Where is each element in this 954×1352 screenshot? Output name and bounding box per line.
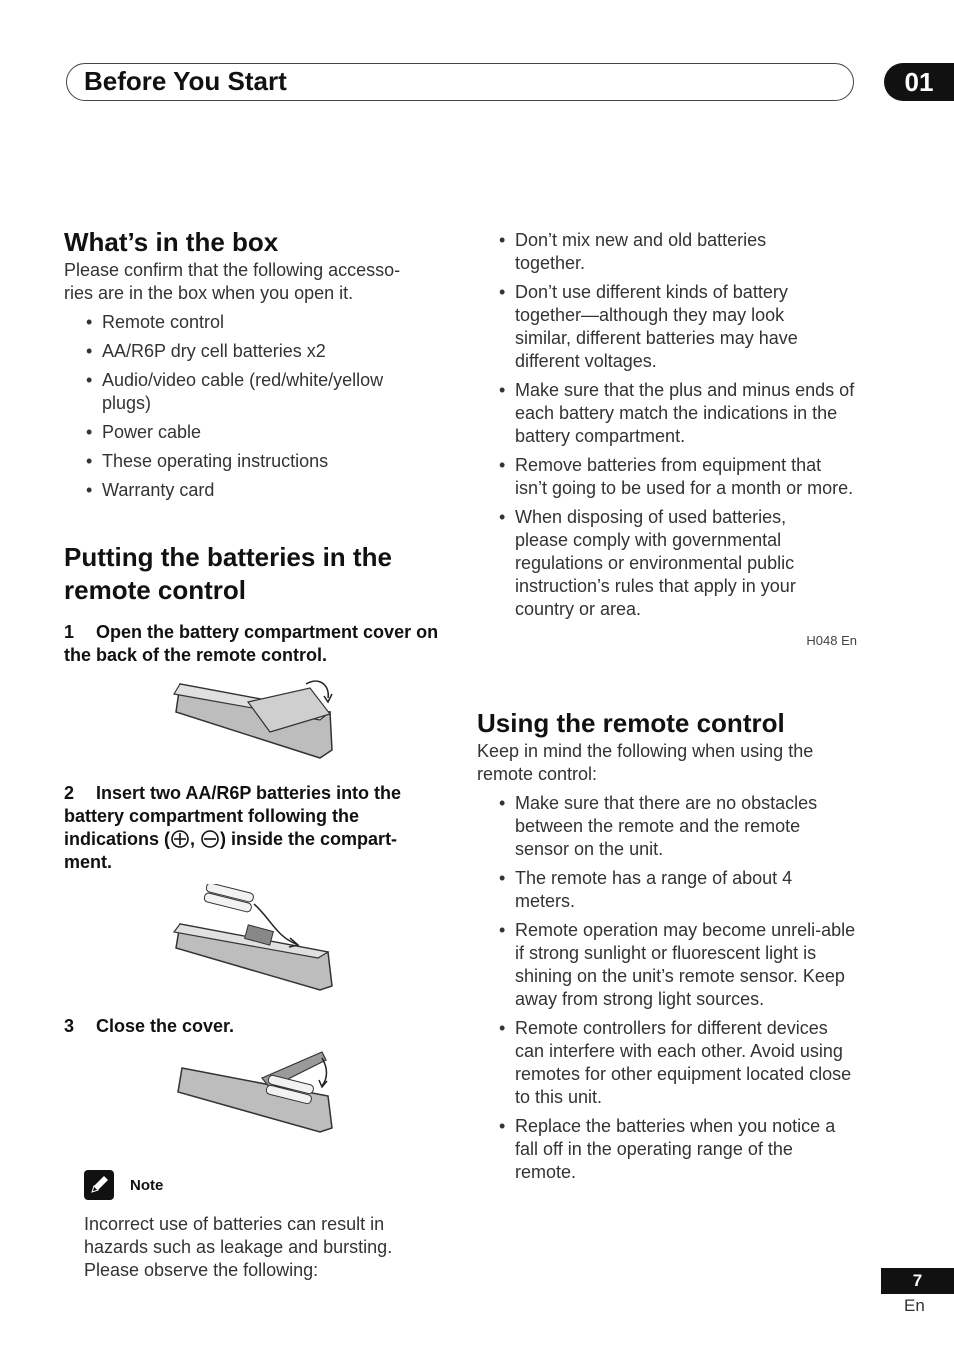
step-2 (64, 782, 442, 874)
list-item: • Audio/video cable (red/white/yellow plugs) (64, 369, 439, 415)
remote-close-cover-illustration (172, 1044, 338, 1136)
chapter-title: Before You Start (84, 66, 287, 96)
pencil-note-icon (84, 1170, 114, 1200)
step-number: 1 (64, 622, 75, 642)
remote-open-cover-illustration (170, 672, 340, 764)
step-number: 2 (64, 783, 75, 803)
minus-symbol-icon (200, 829, 220, 849)
note-items-list (477, 229, 857, 621)
remote-insert-batteries-illustration (170, 884, 340, 992)
list-item: • AA/R6P dry cell batteries x2 (64, 340, 439, 363)
list-item: • Replace the batteries when you notice a fall off in the operating range of the remote. (477, 1115, 857, 1184)
list-item: • Make sure that there are no obstacles between the remote and the remote sensor on the unit. (477, 792, 857, 861)
battery-heading-line1: Putting the batteries in the (64, 542, 392, 572)
list-item: • When disposing of used batteries, please comply with governmental regulations or environmental public instruction’s rules that apply in your country or area. (477, 506, 857, 621)
note-block (84, 1170, 424, 1282)
step-text: Open the battery compartment cover on the back of the remote control. (64, 622, 439, 665)
page-language: En (904, 1296, 925, 1315)
remote-items-list (477, 792, 857, 1184)
remote-intro: Keep in mind the following when using the remote control: (477, 741, 814, 784)
note-label: Note (130, 1176, 164, 1194)
page-number: 7 (881, 1268, 954, 1294)
left-column (64, 226, 439, 508)
step-text-separator: , (190, 829, 201, 849)
box-heading: What’s in the box (64, 227, 279, 257)
step-text-end: ) inside the compart-ment. (64, 829, 398, 872)
step-text: Close the cover. (96, 1016, 235, 1036)
battery-section (64, 541, 444, 607)
note-code: H048 En (806, 633, 857, 648)
list-item: • Remote control (64, 311, 439, 334)
list-item: • Don’t use different kinds of battery together—although they may look similar, different batteries may have different voltages. (477, 281, 857, 373)
list-item: • Don’t mix new and old batteries together. (477, 229, 857, 275)
step-text: Insert two AA/R6P batteries into the battery compartment following the indications ( (64, 783, 402, 849)
right-column-note-list (477, 229, 857, 648)
step-number: 3 (64, 1016, 75, 1036)
remote-heading: Using the remote control (477, 708, 785, 738)
box-items-list (64, 311, 439, 502)
battery-heading-line2: remote control (64, 575, 247, 605)
list-item: • Power cable (64, 421, 439, 444)
box-intro-line2: ries are in the box when you open it. (64, 283, 354, 303)
battery-heading (64, 541, 444, 607)
list-item: • The remote has a range of about 4 meters. (477, 867, 857, 913)
chapter-number: 01 (884, 63, 954, 101)
list-item: • Remove batteries from equipment that isn’t going to be used for a month or more. (477, 454, 857, 500)
list-item: • Remote operation may become unreli-able if strong sunlight or fluorescent light is shining on the unit’s remote sensor. Keep away from strong light sources. (477, 919, 857, 1011)
box-intro-line1: Please confirm that the following accesso- (64, 260, 401, 280)
box-intro (64, 259, 429, 305)
list-item: • Warranty card (64, 479, 439, 502)
step-1 (64, 621, 442, 667)
remote-section (477, 707, 857, 1190)
list-item: • Make sure that the plus and minus ends of each battery match the indications in the battery compartment. (477, 379, 857, 448)
plus-symbol-icon (170, 829, 190, 849)
step-3 (64, 1015, 442, 1038)
list-item: • Remote controllers for different devices can interfere with each other. Avoid using remotes for other equipment located close to this unit. (477, 1017, 857, 1109)
list-item: • These operating instructions (64, 450, 439, 473)
note-text: Incorrect use of batteries can result in hazards such as leakage and bursting. Please observe the following: (84, 1214, 393, 1280)
